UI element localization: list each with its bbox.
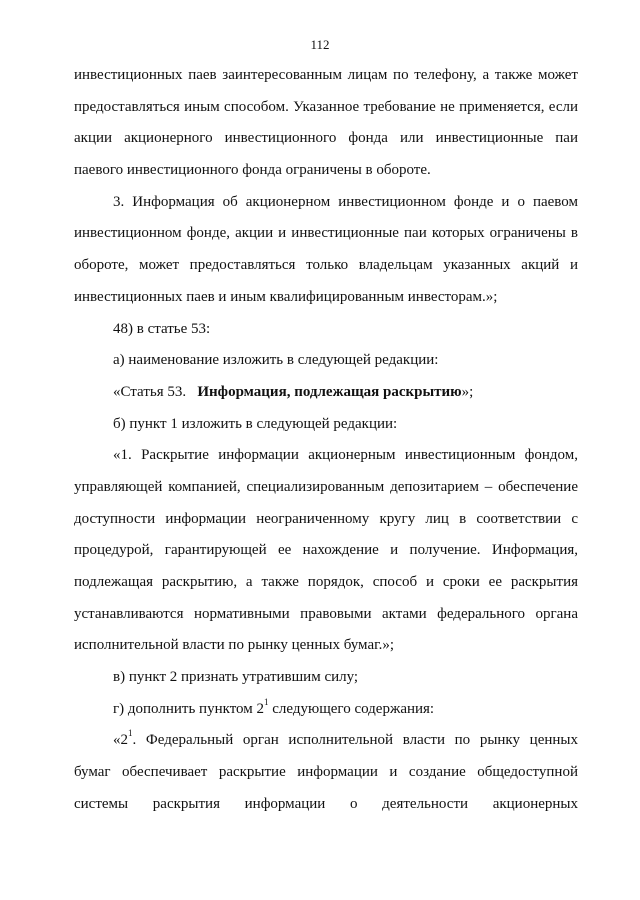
document-body [74, 60, 578, 821]
text-line: предоставляться иным способом. Указанное требование не применяется, если [74, 98, 578, 115]
text-line: 3. Информация об акционерном инвестиционном фонде и о паевом [113, 193, 578, 210]
article-heading-end: »; [461, 383, 474, 400]
text-line: «1. Раскрытие информации акционерным инвестиционным фондом, [113, 447, 578, 464]
text-line: инвестиционных паев заинтересованным лицам по телефону, а также может [74, 67, 578, 83]
text-line: 48) в статье 53: [113, 320, 211, 337]
text-line: б) пункт 1 изложить в следующей редакции: [113, 415, 398, 432]
text-line: доступности информации неограниченному кругу лиц в соответствии с [74, 510, 578, 527]
text-line: процедурой, гарантирующей ее нахождение и получение. Информация, [74, 542, 578, 559]
article-heading-line [74, 377, 578, 409]
superscript: 1 [128, 728, 133, 739]
text-line-with-superscript [74, 725, 578, 757]
article-title: Информация, подлежащая раскрытию [197, 383, 462, 400]
text-line-with-superscript [74, 694, 578, 726]
text-line: бумаг обеспечивает раскрытие информации и создание общедоступной [74, 764, 578, 781]
text-line: акции акционерного инвестиционного фонда или инвестиционные паи [74, 130, 578, 147]
line-start: г) дополнить пунктом 2 [113, 700, 265, 717]
line-start: «2 [113, 732, 128, 749]
text-line: устанавливаются нормативными правовыми актами федерального органа [74, 605, 578, 622]
text-line: а) наименование изложить в следующей редакции: [113, 352, 439, 369]
text-line: системы раскрытия информации о деятельности акционерных [74, 795, 578, 812]
text-line: в) пункт 2 признать утратившим силу; [113, 669, 359, 686]
text-line: исполнительной власти по рынку ценных бумаг.»; [74, 637, 394, 654]
line-end: . Федеральный орган исполнительной власти по рынку ценных [132, 732, 578, 749]
text-line: инвестиционных паев и иным квалифицированным инвесторам.»; [74, 288, 498, 305]
text-line: обороте, может предоставляться только владельцам указанных акций и [74, 257, 578, 274]
page-number: 112 [310, 37, 330, 52]
text-line: управляющей компанией, специализированным депозитарием – обеспечение [74, 478, 578, 495]
text-line: инвестиционном фонде, акции и инвестиционные паи которых ограничены в [74, 225, 578, 242]
superscript: 1 [264, 696, 269, 707]
text-line: подлежащая раскрытию, а также порядок, способ и сроки ее раскрытия [74, 574, 578, 590]
article-number: «Статья 53. [113, 383, 187, 400]
text-line: паевого инвестиционного фонда ограничены в обороте. [74, 162, 431, 179]
line-end: следующего содержания: [268, 700, 435, 717]
